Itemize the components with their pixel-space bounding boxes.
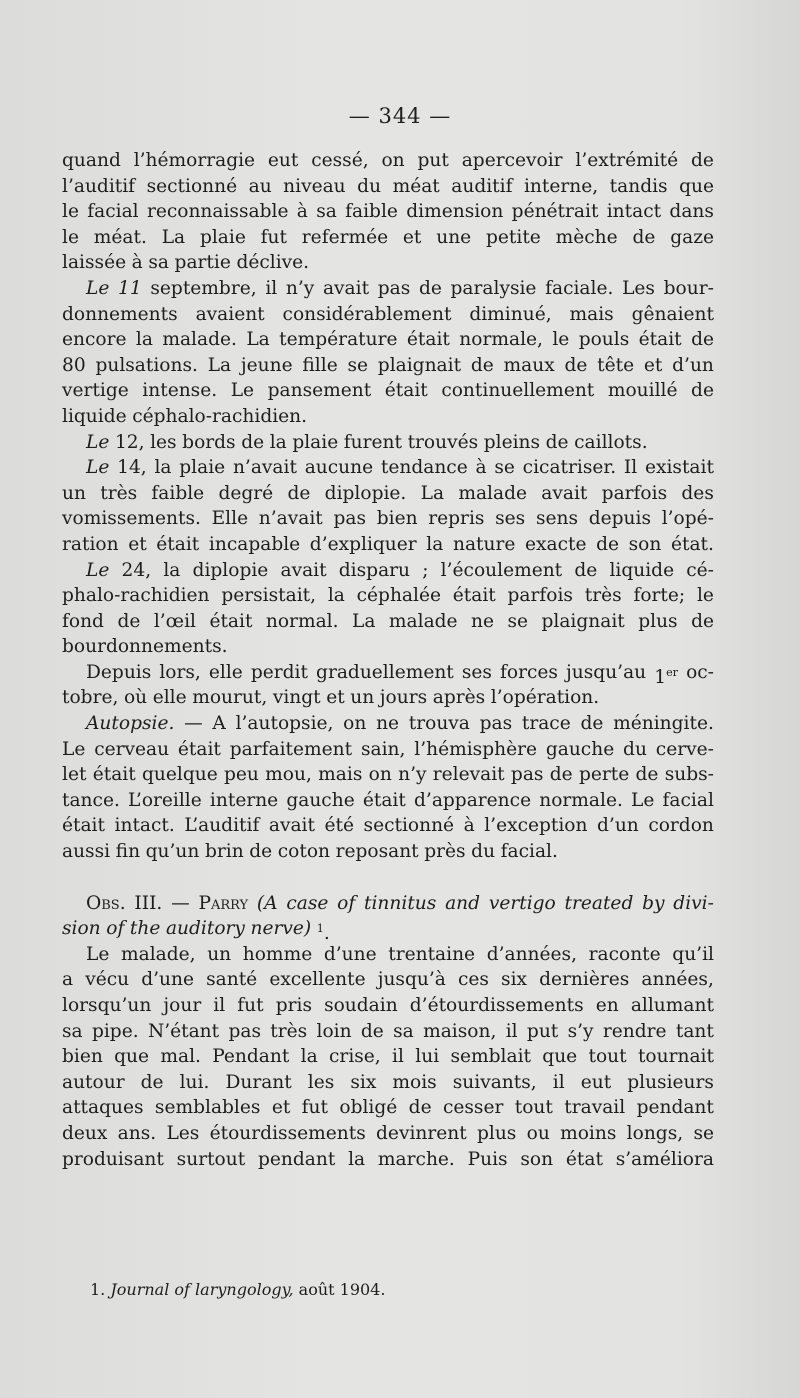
text-line: 80 pulsations. La jeune fille se plaignait de maux de tête et d’un — [62, 354, 714, 376]
text-line: deux ans. Les étourdissements devinrent plus ou moins longs, se — [62, 1122, 714, 1144]
text-line: Autopsie. — A l’autopsie, on ne trouva pas trace de méningite. — [86, 713, 714, 735]
page-number: — 344 — — [348, 104, 452, 128]
text-line: donnements avaient considérablement diminué, mais gênaient — [62, 303, 714, 325]
text-line: le méat. La plaie fut refermée et une petite mèche de gaze — [62, 226, 714, 248]
text-line: liquide céphalo-rachidien. — [62, 405, 308, 427]
observation-heading: sion of the auditory nerve) $^1$. — [62, 918, 330, 945]
observation-heading: Obs. III. — Parry (A case of tinnitus and vertigo treated by divi- — [86, 892, 714, 914]
text-line: Depuis lors, elle perdit graduellement ses forces jusqu’au 1er oc- — [86, 661, 714, 689]
text-line: Le 24, la diplopie avait disparu ; l’écoulement de liquide cé- — [86, 559, 714, 581]
text-line: phalo-rachidien persistait, la céphalée était parfois très forte; le — [62, 585, 714, 607]
text-line: ration et était incapable d’expliquer la nature exacte de son état. — [62, 533, 714, 555]
text-line: tance. L’oreille interne gauche était d’apparence normale. Le facial — [62, 789, 714, 811]
text-line: autour de lui. Durant les six mois suivants, il eut plusieurs — [62, 1071, 714, 1093]
text-line: encore la malade. La température était normale, le pouls était de — [62, 329, 714, 351]
text-line: Le 14, la plaie n’avait aucune tendance à se cicatriser. Il existait — [86, 457, 714, 479]
text-line: bien que mal. Pendant la crise, il lui semblait que tout tournait — [62, 1046, 714, 1068]
footnote: 1. Journal of laryngology, août 1904. — [90, 1280, 386, 1299]
text-line: laissée à sa partie déclive. — [62, 252, 310, 274]
text-line: était intact. L’auditif avait été sectionné à l’exception d’un cordon — [62, 815, 714, 837]
text-line: quand l’hémorragie eut cessé, on put apercevoir l’extrémité de — [62, 150, 714, 171]
body-text — [62, 148, 714, 1172]
text-line: aussi fin qu’un brin de coton reposant près du facial. — [62, 841, 558, 863]
text-line: attaques semblables et fut obligé de cesser tout travail pendant — [62, 1097, 714, 1119]
section-gap — [62, 865, 714, 891]
text-line: l’auditif sectionné au niveau du méat auditif interne, tandis que — [62, 175, 714, 197]
text-line: tobre, où elle mourut, vingt et un jours après l’opération. — [62, 687, 600, 709]
text-line: fond de l’œil était normal. La malade ne se plaignait plus de — [62, 610, 714, 632]
text-line: bourdonnements. — [62, 636, 228, 658]
text-line: vomissements. Elle n’avait pas bien repris ses sens depuis l’opé- — [62, 508, 714, 530]
text-line: un très faible degré de diplopie. La malade avait parfois des — [62, 482, 714, 504]
text-line: Le 11 septembre, il n’y avait pas de paralysie faciale. Les bour- — [86, 277, 714, 299]
text-line: produisant surtout pendant la marche. Puis son état s’améliora — [62, 1148, 714, 1170]
text-line: sa pipe. N’étant pas très loin de sa maison, il put s’y rendre tant — [62, 1020, 714, 1042]
text-line: a vécu d’une santé excellente jusqu’à ces six dernières années, — [62, 969, 714, 991]
text-line: Le 12, les bords de la plaie furent trouvés pleins de caillots. — [86, 431, 648, 453]
text-line: let était quelque peu mou, mais on n’y relevait pas de perte de subs- — [62, 764, 714, 786]
text-line: lorsqu’un jour il fut pris soudain d’étourdissements en allumant — [62, 995, 714, 1016]
text-line: Le malade, un homme d’une trentaine d’années, raconte qu’il — [86, 943, 714, 965]
text-line: Le cerveau était parfaitement sain, l’hémisphère gauche du cerve- — [62, 738, 714, 760]
text-line: vertige intense. Le pansement était continuellement mouillé de — [62, 380, 714, 402]
text-line: le facial reconnaissable à sa faible dimension pénétrait intact dans — [62, 201, 714, 223]
